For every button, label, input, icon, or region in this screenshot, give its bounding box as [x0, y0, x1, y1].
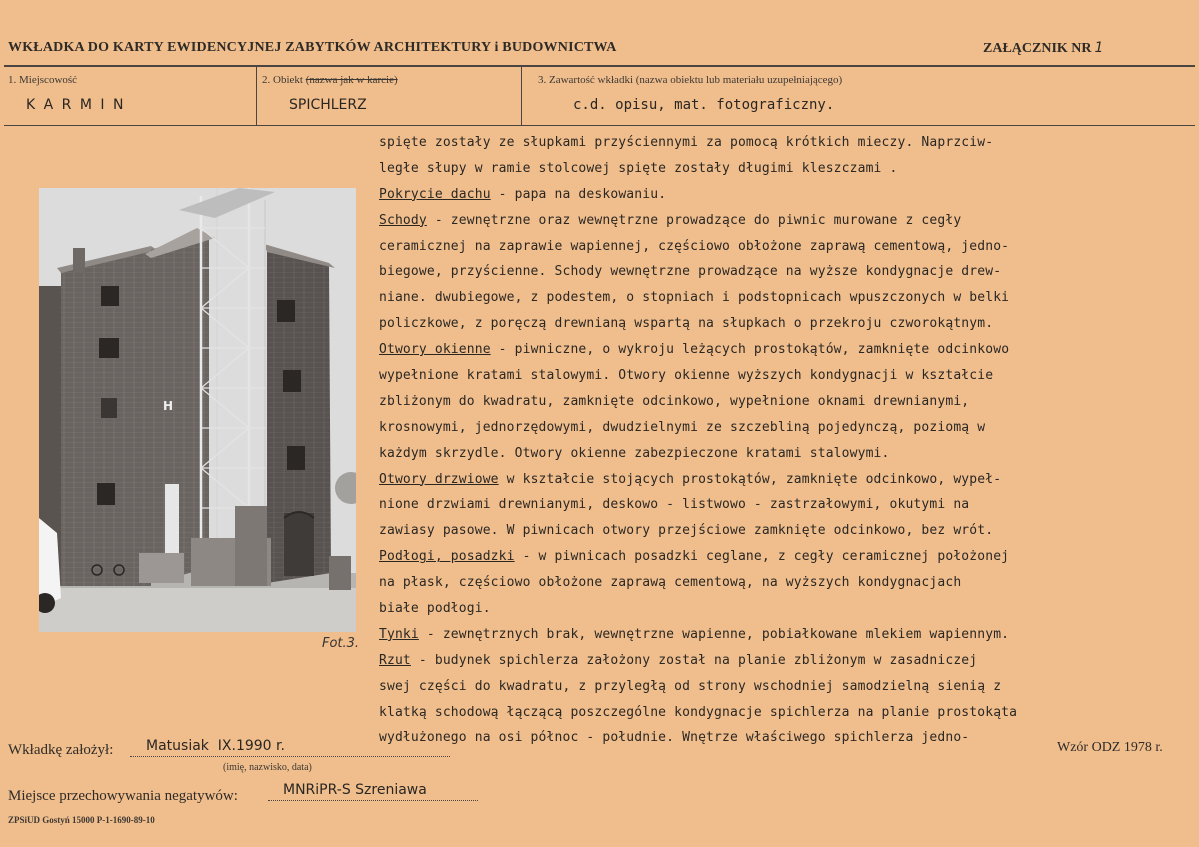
text-line	[379, 182, 1189, 208]
text-fragment: - w piwnicach posadzki ceglane, z cegły ceramicznej położonej	[514, 549, 1010, 565]
text-line	[379, 544, 1189, 570]
text-line	[379, 389, 1189, 415]
text-line	[379, 518, 1189, 544]
text-line	[379, 441, 1189, 467]
text-fragment: swej części do kwadratu, z przyległą od strony wschodniej samodzielną sienią z	[379, 678, 1002, 694]
insert-content-label: 3. Zawartość wkładki (nazwa obiektu lub materiału uzupełniającego)	[538, 74, 843, 86]
text-fragment: spięte zostały ze słupkami przyściennymi za pomocą krótkich mieczy. Naprzciw-	[379, 135, 994, 150]
header-divider	[4, 65, 1195, 67]
text-fragment: wypełnione kratami stalowymi. Otwory okienne wyższych kondygnacji w kształcie	[379, 368, 994, 384]
text-fragment: na płask, częściowo obłożone zaprawą cementową, na wyższych kondygnacjach	[379, 575, 962, 591]
text-fragment: każdym skrzydle. Otwory okienne zabezpieczone kratami stalowymi.	[379, 445, 890, 461]
granary-photo	[39, 188, 356, 632]
section-heading: Otwory drzwiowe	[379, 471, 499, 487]
founder-dotted-line	[130, 756, 450, 757]
text-line	[379, 492, 1189, 518]
attachment-number: 1	[1094, 40, 1104, 56]
text-fragment: - budynek spichlerza założony został na planie zbliżonym w zasadniczej	[410, 652, 978, 668]
svg-text:H: H	[163, 399, 174, 413]
text-line	[379, 208, 1189, 234]
section-heading: Otwory okienne	[379, 342, 491, 358]
text-fragment: nione drzwiami drewnianymi, deskowo - listwowo - zastrzałowymi, okutymi na	[379, 497, 970, 513]
text-line	[379, 622, 1189, 648]
section-heading: Rzut	[379, 652, 411, 668]
text-fragment: niane. dwubiegowe, z podestem, o stopniach i podstopnicach wpuszczonych w belki	[379, 290, 1010, 306]
negatives-dotted-line	[268, 800, 478, 801]
text-fragment: - piwniczne, o wykroju leżących prostokątów, zamknięte odcinkowo	[490, 342, 1010, 358]
text-fragment: krosnowymi, jednorzędowymi, dwudzielnymi ze szczebliną pojedynczą, poziomą w	[379, 419, 986, 435]
photo-caption: Fot.3.	[322, 636, 360, 651]
text-fragment: wydłużonego na osi północ - południe. Wnętrze właściwego spichlerza jedno-	[379, 730, 970, 746]
text-fragment: zbliżonym do kwadratu, zamknięte odcinkowo, wypełnione oknami drewnianymi,	[379, 393, 970, 409]
fields-bottom-divider	[4, 125, 1195, 126]
description-text	[379, 130, 1189, 751]
text-fragment: w kształcie stojących prostokątów, zamknięte odcinkowo, wypeł-	[498, 471, 1002, 487]
text-line	[379, 259, 1189, 285]
text-line	[379, 570, 1189, 596]
text-line	[379, 311, 1189, 337]
text-fragment: - zewnętrznych brak, wewnętrzne wapienne, pobiałkowane mlekiem wapiennym.	[418, 626, 1010, 642]
text-line	[379, 234, 1189, 260]
attachment-number-label	[983, 40, 1103, 57]
object-label-main: 2. Obiekt	[262, 74, 303, 86]
section-heading: Pokrycie dachu	[379, 186, 491, 202]
text-fragment: klatką schodową łączącą poszczególne kondygnacje spichlerza na planie prostokąta	[379, 704, 1018, 720]
form-model: Wzór ODZ 1978 r.	[1057, 740, 1163, 755]
text-line	[379, 415, 1189, 441]
text-line	[379, 700, 1189, 726]
print-info: ZPSiUD Gostyń 15000 P-1-1690-89-10	[8, 815, 155, 825]
object-value: SPICHLERZ	[289, 97, 367, 113]
locality-value: K A R M I N	[26, 97, 126, 113]
text-line	[379, 337, 1189, 363]
insert-content-value: c.d. opisu, mat. fotograficzny.	[573, 97, 835, 113]
attachment-label: ZAŁĄCZNIK NR	[983, 41, 1092, 56]
section-heading: Schody	[379, 212, 427, 228]
founder-sublabel: (imię, nazwisko, data)	[223, 762, 312, 773]
text-line	[379, 674, 1189, 700]
negatives-label: Miejsce przechowywania negatywów:	[8, 788, 238, 804]
object-label-struck: (nazwa jak w karcie)	[305, 74, 398, 86]
text-line	[379, 285, 1189, 311]
locality-label: 1. Miejscowość	[8, 74, 78, 86]
text-fragment: - papa na deskowaniu.	[490, 186, 667, 202]
text-line	[379, 363, 1189, 389]
text-line	[379, 467, 1189, 493]
form-title: WKŁADKA DO KARTY EWIDENCYJNEJ ZABYTKÓW ARCHITEKTURY i BUDOWNICTWA	[8, 40, 617, 55]
text-fragment: ległe słupy w ramie stolcowej spięte zostały długimi kleszczami .	[379, 160, 898, 176]
field-divider-1	[256, 66, 257, 125]
text-line	[379, 596, 1189, 622]
text-fragment: policzkowe, z poręczą drewnianą wspartą na słupkach o przekroju czworokątnym.	[379, 316, 994, 332]
section-heading: Podłogi, posadzki	[379, 549, 515, 565]
text-fragment: biegowe, przyścienne. Schody wewnętrzne prowadzące na wyższe kondygnacje drew-	[379, 264, 1002, 280]
negatives-value: MNRiPR-S Szreniawa	[283, 782, 427, 798]
object-label	[262, 74, 398, 86]
text-fragment: ceramicznej na zaprawie wapiennej, częściowo obłożone zaprawą cementową, jedno-	[379, 238, 1010, 254]
field-divider-2	[521, 66, 522, 125]
founder-label: Wkładkę założył:	[8, 742, 114, 758]
text-line	[379, 156, 1189, 182]
text-line	[379, 130, 1189, 156]
section-heading: Tynki	[379, 626, 419, 642]
text-fragment: białe podłogi.	[379, 601, 491, 617]
text-fragment: - zewnętrzne oraz wewnętrzne prowadzące do piwnic murowane z cegły	[426, 212, 962, 228]
granary-photo-image	[39, 188, 356, 632]
text-fragment: zawiasy pasowe. W piwnicach otwory przejściowe zamknięte odcinkowo, bez wrót.	[379, 523, 994, 539]
founder-value: Matusiak IX.1990 r.	[146, 738, 285, 754]
text-line	[379, 648, 1189, 674]
